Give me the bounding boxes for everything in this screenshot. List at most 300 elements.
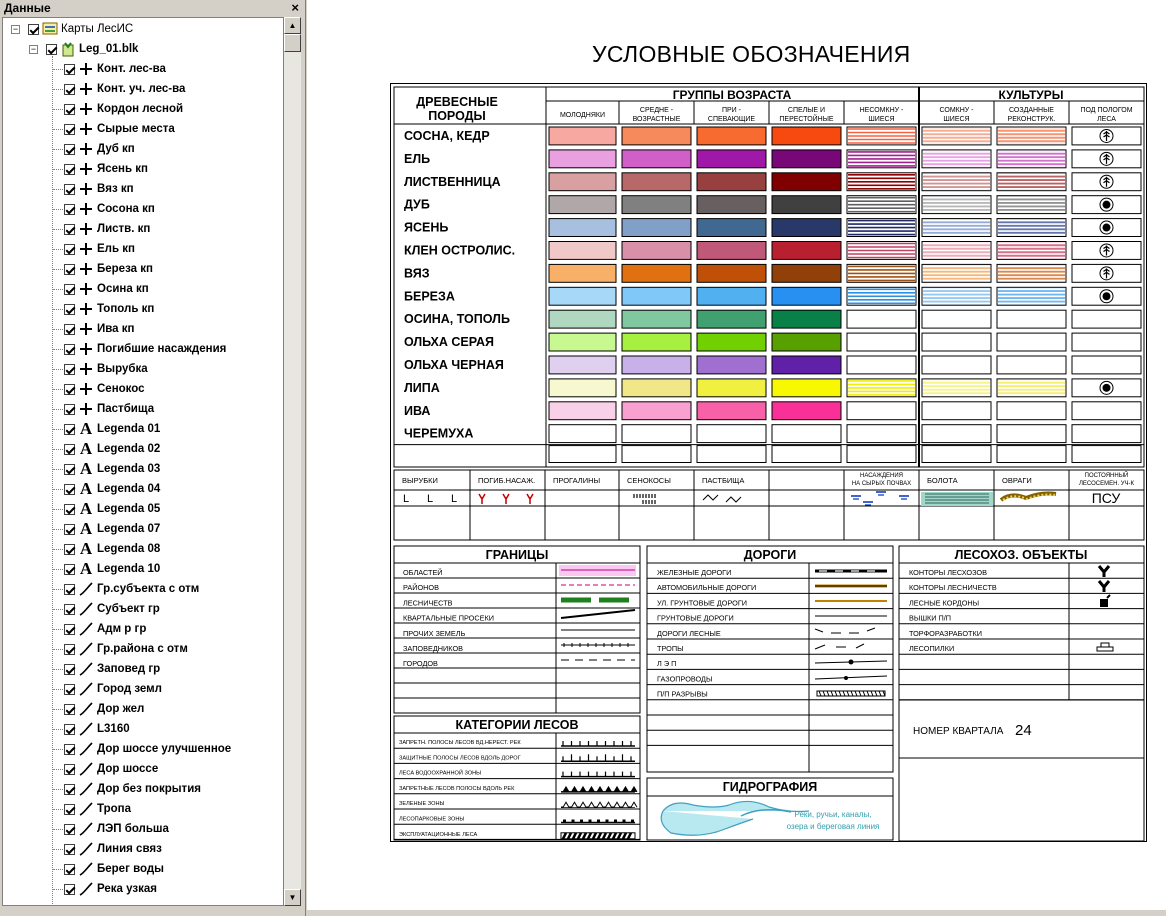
category-triangle-icon bbox=[623, 802, 629, 807]
category-triangle-icon bbox=[606, 802, 612, 807]
age-swatch bbox=[622, 127, 691, 145]
tree-item-label: Сырые места bbox=[97, 123, 175, 135]
visibility-checkbox[interactable] bbox=[64, 564, 75, 575]
age-swatch bbox=[622, 150, 691, 168]
tree-row[interactable] bbox=[3, 440, 283, 460]
age-swatch bbox=[697, 196, 766, 214]
close-icon[interactable]: × bbox=[291, 0, 299, 15]
age-swatch bbox=[622, 242, 691, 260]
age-col-label: СПЕВАЮЩИЕ bbox=[707, 116, 756, 123]
point-layer-icon bbox=[78, 181, 94, 197]
road-type-label: ДОРОГИ ЛЕСНЫЕ bbox=[657, 628, 721, 638]
tree-row[interactable] bbox=[3, 300, 283, 320]
tree-row[interactable] bbox=[3, 20, 283, 40]
species-name: ВЯЗ bbox=[404, 266, 430, 281]
species-name: ЛИСТВЕННИЦА bbox=[404, 174, 501, 189]
tree-item-label: Заповед гр bbox=[97, 663, 161, 675]
tree-item-label: Береза кп bbox=[97, 263, 153, 275]
visibility-checkbox[interactable] bbox=[64, 864, 75, 875]
culture-swatch bbox=[997, 425, 1066, 443]
visibility-checkbox[interactable] bbox=[64, 404, 75, 415]
tree-row[interactable] bbox=[3, 200, 283, 220]
visibility-checkbox[interactable] bbox=[64, 504, 75, 515]
visibility-checkbox[interactable] bbox=[64, 364, 75, 375]
visibility-checkbox[interactable] bbox=[64, 304, 75, 315]
tree-item-label: Конт. лес-ва bbox=[97, 63, 166, 75]
visibility-checkbox[interactable] bbox=[64, 644, 75, 655]
tree-row[interactable] bbox=[3, 840, 283, 860]
tree-row[interactable] bbox=[3, 160, 283, 180]
legend-graphic bbox=[391, 84, 1148, 843]
age-swatch bbox=[772, 242, 841, 260]
visibility-checkbox[interactable] bbox=[64, 544, 75, 555]
age-swatch bbox=[772, 264, 841, 282]
visibility-checkbox[interactable] bbox=[64, 64, 75, 75]
dead-stand-symbol-icon bbox=[527, 494, 533, 504]
line-layer-icon bbox=[78, 701, 94, 717]
visibility-checkbox[interactable] bbox=[64, 324, 75, 335]
category-triangle-icon bbox=[589, 787, 595, 792]
quarter-line bbox=[561, 610, 635, 618]
age-swatch bbox=[549, 287, 616, 305]
land-type-label: ПОГИБ.НАСАЖ. bbox=[478, 476, 536, 485]
culture-swatch bbox=[847, 402, 916, 420]
tree-row[interactable] bbox=[3, 380, 283, 400]
tree-item-label: Legenda 01 bbox=[97, 423, 161, 435]
category-triangle-icon bbox=[589, 802, 595, 807]
culture-col-label: СОМКНУ - bbox=[939, 107, 974, 114]
tree-item-label: Конт. уч. лес-ва bbox=[97, 83, 186, 95]
roads-title: ДОРОГИ bbox=[743, 548, 797, 562]
age-group-header: ГРУППЫ ВОЗРАСТА bbox=[672, 88, 792, 102]
age-swatch bbox=[772, 173, 841, 191]
category-triangle-icon bbox=[580, 787, 586, 792]
visibility-checkbox[interactable] bbox=[64, 224, 75, 235]
age-swatch bbox=[772, 356, 841, 374]
visibility-checkbox[interactable] bbox=[64, 684, 75, 695]
age-swatch bbox=[697, 264, 766, 282]
gas-node-icon bbox=[844, 676, 848, 680]
age-swatch bbox=[549, 242, 616, 260]
age-swatch bbox=[697, 219, 766, 237]
category-square-icon bbox=[623, 820, 626, 823]
category-triangle-icon bbox=[623, 787, 629, 792]
text-layer-icon: A bbox=[79, 419, 93, 438]
forest-category-label: ЗАЩИТНЫЕ ПОЛОСЫ ЛЕСОВ ВДОЛЬ ДОРОГ bbox=[399, 755, 521, 762]
visibility-checkbox[interactable] bbox=[64, 524, 75, 535]
land-type-label: НАСАЖДЕНИЯ bbox=[860, 473, 903, 479]
land-type-label: ПОСТОЯННЫЙ bbox=[1084, 473, 1129, 479]
border-type-label: ГОРОДОВ bbox=[403, 659, 438, 669]
text-layer-icon: A bbox=[79, 479, 93, 498]
road-type-label: ТРОПЫ bbox=[657, 644, 684, 653]
visibility-checkbox[interactable] bbox=[64, 204, 75, 215]
tree-row[interactable] bbox=[3, 360, 283, 380]
empty-swatch bbox=[997, 446, 1066, 463]
legend-title: УСЛОВНЫЕ ОБОЗНАЧЕНИЯ bbox=[592, 41, 911, 67]
tree-row[interactable] bbox=[3, 460, 283, 480]
tree-item-label: L3160 bbox=[97, 723, 130, 735]
age-swatch bbox=[772, 127, 841, 145]
scroll-thumb[interactable] bbox=[284, 34, 301, 52]
tree-row[interactable] bbox=[3, 180, 283, 200]
age-swatch bbox=[772, 287, 841, 305]
visibility-checkbox[interactable] bbox=[64, 124, 75, 135]
tree-item-label: Гр.субъекта с отм bbox=[97, 583, 200, 595]
tree-row[interactable] bbox=[3, 260, 283, 280]
clearcut-symbol-icon: L bbox=[451, 493, 458, 505]
species-name: БЕРЕЗА bbox=[404, 289, 455, 304]
category-triangle-icon bbox=[614, 787, 620, 792]
tree-row[interactable] bbox=[3, 320, 283, 340]
forestry-office-icon bbox=[1099, 581, 1109, 592]
visibility-checkbox[interactable] bbox=[64, 484, 75, 495]
tree-item-label: Город земл bbox=[97, 683, 162, 695]
culture-swatch bbox=[847, 425, 916, 443]
tree-row[interactable] bbox=[3, 480, 283, 500]
tree-row[interactable] bbox=[3, 420, 283, 440]
culture-swatch bbox=[1072, 402, 1141, 420]
point-layer-icon bbox=[78, 281, 94, 297]
age-swatch bbox=[549, 173, 616, 191]
visibility-checkbox[interactable] bbox=[64, 344, 75, 355]
tree-row[interactable] bbox=[3, 340, 283, 360]
tree-row[interactable] bbox=[3, 600, 283, 620]
visibility-checkbox[interactable] bbox=[28, 24, 39, 35]
collapse-icon[interactable]: − bbox=[12, 24, 19, 34]
ash-crown-icon bbox=[1103, 224, 1111, 232]
visibility-checkbox[interactable] bbox=[64, 824, 75, 835]
visibility-checkbox[interactable] bbox=[64, 724, 75, 735]
visibility-checkbox[interactable] bbox=[64, 424, 75, 435]
land-type-label: БОЛОТА bbox=[927, 476, 958, 485]
category-square-icon bbox=[614, 820, 617, 823]
culture-swatch bbox=[997, 402, 1066, 420]
collapse-icon[interactable]: − bbox=[30, 44, 37, 54]
text-layer-icon: A bbox=[79, 459, 93, 478]
tree-item-label: Ясень кп bbox=[97, 163, 148, 175]
tree-item-label: ЛЭП больша bbox=[97, 823, 169, 835]
age-swatch bbox=[622, 173, 691, 191]
tree-item-label: Река узкая bbox=[97, 883, 157, 895]
culture-swatch bbox=[1072, 310, 1141, 328]
category-triangle-icon bbox=[572, 787, 578, 792]
birch-crown-icon bbox=[1103, 292, 1111, 300]
visibility-checkbox[interactable] bbox=[64, 664, 75, 675]
point-layer-icon bbox=[78, 101, 94, 117]
clearcut-symbol-icon: L bbox=[403, 493, 410, 505]
age-col-label: МОЛОДНЯКИ bbox=[559, 112, 606, 119]
hydrography-note: озера и береговая линия bbox=[786, 822, 880, 831]
power-pole-icon bbox=[849, 660, 854, 665]
culture-col-label: ШИЕСЯ bbox=[868, 116, 895, 123]
category-triangle-icon bbox=[631, 787, 637, 792]
tree-row[interactable] bbox=[3, 500, 283, 520]
empty-swatch bbox=[847, 446, 916, 463]
cordon-icon bbox=[1101, 595, 1110, 606]
visibility-checkbox[interactable] bbox=[64, 744, 75, 755]
tree-row[interactable] bbox=[3, 740, 283, 760]
tree-item-label: Погибшие насаждения bbox=[97, 343, 227, 355]
visibility-checkbox[interactable] bbox=[64, 144, 75, 155]
tree-item-label: Legenda 10 bbox=[97, 563, 161, 575]
tree-item-label: Legenda 02 bbox=[97, 443, 161, 455]
age-swatch bbox=[697, 127, 766, 145]
category-square-icon bbox=[631, 820, 634, 823]
tree-row[interactable] bbox=[3, 680, 283, 700]
culture-col-label: НЕСОМКНУ - bbox=[859, 107, 904, 114]
empty-swatch bbox=[622, 446, 691, 463]
culture-swatch bbox=[997, 310, 1066, 328]
tree-row[interactable] bbox=[3, 220, 283, 240]
age-col-label: ПРИ - bbox=[721, 107, 742, 114]
tree-item-label: Гр.района с отм bbox=[97, 643, 188, 655]
visibility-checkbox[interactable] bbox=[64, 264, 75, 275]
age-swatch bbox=[549, 219, 616, 237]
culture-col-label: ПОД ПОЛОГОМ bbox=[1080, 107, 1133, 114]
tree-row[interactable] bbox=[3, 820, 283, 840]
forest-category-label: ЛЕСА ВОДООХРАННОЙ ЗОНЫ bbox=[399, 770, 482, 777]
point-layer-icon bbox=[78, 221, 94, 237]
visibility-checkbox[interactable] bbox=[64, 704, 75, 715]
culture-swatch bbox=[997, 356, 1066, 374]
category-triangle-icon bbox=[563, 787, 569, 792]
tree-item-label: Осина кп bbox=[97, 283, 149, 295]
age-swatch bbox=[697, 287, 766, 305]
road-type-label: Л Э П bbox=[657, 659, 677, 669]
culture-swatch bbox=[997, 333, 1066, 351]
point-layer-icon bbox=[78, 321, 94, 337]
tree-item-label: Вяз кп bbox=[97, 183, 134, 195]
tree-scrollbar[interactable] bbox=[284, 17, 301, 906]
tree-row[interactable] bbox=[3, 800, 283, 820]
tree-row[interactable] bbox=[3, 620, 283, 640]
canvas-bottom-border bbox=[307, 910, 1166, 916]
road-type-label: ЖЕЛЕЗНЫЕ ДОРОГИ bbox=[657, 568, 732, 577]
culture-swatch bbox=[922, 402, 991, 420]
border-type-label: ЗАПОВЕДНИКОВ bbox=[403, 644, 464, 653]
visibility-checkbox[interactable] bbox=[64, 624, 75, 635]
text-layer-icon: A bbox=[79, 559, 93, 578]
point-layer-icon bbox=[78, 141, 94, 157]
category-triangle-icon bbox=[597, 787, 603, 792]
tree-row[interactable] bbox=[3, 780, 283, 800]
scroll-down-icon[interactable]: ▼ bbox=[284, 889, 301, 906]
visibility-checkbox[interactable] bbox=[64, 164, 75, 175]
age-swatch bbox=[549, 196, 616, 214]
age-swatch bbox=[549, 264, 616, 282]
tree-row[interactable] bbox=[3, 400, 283, 420]
forest-category-label: ЭКСПЛУАТАЦИОННЫЕ ЛЕСА bbox=[399, 831, 478, 838]
seed-plot-label: ПСУ bbox=[1091, 490, 1121, 506]
tree-row[interactable] bbox=[3, 100, 283, 120]
species-name: ОСИНА, ТОПОЛЬ bbox=[404, 312, 510, 327]
point-layer-icon bbox=[78, 201, 94, 217]
species-name: ЧЕРЕМУХА bbox=[404, 426, 474, 441]
species-name: КЛЕН ОСТРОЛИС. bbox=[404, 243, 516, 258]
visibility-checkbox[interactable] bbox=[64, 784, 75, 795]
tree-row[interactable] bbox=[3, 580, 283, 600]
forest-category-label: ЗАПРЕТНЫЕ ЛЕСОВ ПОЛОСЫ ВДОЛЬ РЕК bbox=[399, 785, 515, 792]
visibility-checkbox[interactable] bbox=[64, 104, 75, 115]
legend-sheet bbox=[390, 83, 1147, 842]
text-layer-icon: A bbox=[79, 539, 93, 558]
line-layer-icon bbox=[78, 601, 94, 617]
age-swatch bbox=[622, 310, 691, 328]
line-layer-icon bbox=[78, 661, 94, 677]
age-col-label: СПЕЛЫЕ И bbox=[787, 107, 826, 114]
culture-col-label: РЕКОНСТРУК. bbox=[1007, 116, 1056, 123]
category-square-icon bbox=[572, 820, 575, 823]
peat-icon bbox=[1097, 643, 1113, 651]
tree-item-label: Leg_01.blk bbox=[79, 43, 139, 55]
culture-col-label: ШИЕСЯ bbox=[943, 116, 970, 123]
tree-item-label: Legenda 05 bbox=[97, 503, 161, 515]
tree-row[interactable] bbox=[3, 120, 283, 140]
visibility-checkbox[interactable] bbox=[46, 44, 57, 55]
object-type-label: ЛЕСНЫЕ КОРДОНЫ bbox=[909, 598, 980, 608]
tree-item-label: Дор шоссе улучшенное bbox=[97, 743, 232, 755]
line-layer-icon bbox=[78, 821, 94, 837]
tree-item-label: Адм р гр bbox=[97, 623, 147, 635]
line-layer-icon bbox=[78, 781, 94, 797]
road-type-label: АВТОМОБИЛЬНЫЕ ДОРОГИ bbox=[657, 583, 757, 593]
point-layer-icon bbox=[78, 341, 94, 357]
culture-swatch bbox=[1072, 356, 1141, 374]
visibility-checkbox[interactable] bbox=[64, 184, 75, 195]
categories-title: КАТЕГОРИИ ЛЕСОВ bbox=[455, 718, 579, 732]
scroll-up-icon[interactable]: ▲ bbox=[284, 17, 301, 34]
species-name: ЛИПА bbox=[404, 380, 440, 395]
visibility-checkbox[interactable] bbox=[64, 804, 75, 815]
visibility-checkbox[interactable] bbox=[64, 584, 75, 595]
visibility-checkbox[interactable] bbox=[64, 764, 75, 775]
visibility-checkbox[interactable] bbox=[64, 284, 75, 295]
species-header: ДРЕВЕСНЫЕ bbox=[416, 95, 498, 109]
age-swatch bbox=[697, 150, 766, 168]
culture-swatch bbox=[1072, 333, 1141, 351]
objects-title: ЛЕСОХОЗ. ОБЪЕКТЫ bbox=[954, 548, 1088, 562]
age-swatch bbox=[622, 402, 691, 420]
layer-tree[interactable] bbox=[2, 17, 284, 906]
tree-item-label: Карты ЛесИС bbox=[61, 23, 134, 35]
culture-swatch bbox=[922, 310, 991, 328]
line-layer-icon bbox=[78, 861, 94, 877]
empty-swatch bbox=[549, 446, 616, 463]
tree-row[interactable] bbox=[3, 700, 283, 720]
tree-item-label: Legenda 04 bbox=[97, 483, 161, 495]
age-swatch bbox=[772, 379, 841, 397]
tree-item-label: Legenda 03 bbox=[97, 463, 161, 475]
age-swatch bbox=[772, 402, 841, 420]
forest-category-label: ЗАПРЕТН. ПОЛОСЫ ЛЕСОВ ВД.НЕРЕСТ. РЕК bbox=[399, 740, 521, 746]
tree-row[interactable] bbox=[3, 660, 283, 680]
empty-swatch bbox=[772, 446, 841, 463]
tree-row[interactable] bbox=[3, 540, 283, 560]
map-folder-icon bbox=[42, 21, 58, 37]
line-layer-icon bbox=[78, 681, 94, 697]
tree-row[interactable] bbox=[3, 520, 283, 540]
age-col-label: СРЕДНЕ - bbox=[639, 107, 674, 114]
category-square-icon bbox=[606, 820, 609, 823]
visibility-checkbox[interactable] bbox=[64, 384, 75, 395]
point-layer-icon bbox=[78, 261, 94, 277]
line-layer-icon bbox=[78, 841, 94, 857]
point-layer-icon bbox=[78, 401, 94, 417]
age-swatch bbox=[549, 356, 616, 374]
cultures-header: КУЛЬТУРЫ bbox=[998, 88, 1064, 102]
object-type-label: ЛЕСОПИЛКИ bbox=[909, 644, 955, 653]
visibility-checkbox[interactable] bbox=[64, 844, 75, 855]
category-square-icon bbox=[597, 820, 600, 823]
panel-title-text: Данные bbox=[4, 1, 51, 15]
tree-row[interactable] bbox=[3, 60, 283, 80]
visibility-checkbox[interactable] bbox=[64, 84, 75, 95]
age-swatch bbox=[549, 310, 616, 328]
tree-item-label: Дор без покрытия bbox=[97, 783, 201, 795]
land-type-label: ВЫРУБКИ bbox=[402, 476, 438, 485]
line-layer-icon bbox=[78, 721, 94, 737]
category-triangle-icon bbox=[606, 787, 612, 792]
visibility-checkbox[interactable] bbox=[64, 884, 75, 895]
visibility-checkbox[interactable] bbox=[64, 444, 75, 455]
visibility-checkbox[interactable] bbox=[64, 604, 75, 615]
age-swatch bbox=[622, 219, 691, 237]
category-triangle-icon bbox=[614, 802, 620, 807]
tree-row[interactable] bbox=[3, 880, 283, 900]
border-type-label: ОБЛАСТЕЙ bbox=[403, 568, 443, 577]
species-name: ЕЛЬ bbox=[404, 151, 431, 166]
species-name: ЯСЕНЬ bbox=[404, 220, 449, 235]
tree-row[interactable] bbox=[3, 280, 283, 300]
land-type-label: ЛЕСОСЕМЕН. УЧ-К bbox=[1078, 481, 1135, 487]
text-layer-icon: A bbox=[79, 519, 93, 538]
point-layer-icon bbox=[78, 361, 94, 377]
category-triangle-icon bbox=[580, 802, 586, 807]
quarter-number: 24 bbox=[1015, 722, 1032, 739]
road-type-label: ГАЗОПРОВОДЫ bbox=[657, 674, 713, 684]
object-type-label: КОНТОРЫ ЛЕСНИЧЕСТВ bbox=[909, 583, 997, 593]
oak-crown-icon bbox=[1103, 201, 1111, 209]
tree-row[interactable] bbox=[3, 760, 283, 780]
trail-line bbox=[815, 644, 864, 649]
linden-crown-icon bbox=[1103, 384, 1111, 392]
dead-stand-symbol-icon bbox=[479, 494, 485, 504]
tree-item-label: Тополь кп bbox=[97, 303, 155, 315]
layer-file-icon bbox=[60, 41, 76, 57]
age-swatch bbox=[772, 425, 841, 443]
tree-row[interactable] bbox=[3, 560, 283, 580]
age-swatch bbox=[622, 264, 691, 282]
visibility-checkbox[interactable] bbox=[64, 464, 75, 475]
age-swatch bbox=[697, 310, 766, 328]
tree-row[interactable] bbox=[3, 80, 283, 100]
tree-row[interactable] bbox=[3, 240, 283, 260]
tree-row[interactable] bbox=[3, 640, 283, 660]
age-swatch bbox=[772, 150, 841, 168]
panel-title bbox=[0, 0, 306, 16]
tree-row[interactable] bbox=[3, 720, 283, 740]
tree-row[interactable] bbox=[3, 40, 283, 60]
category-triangle-icon bbox=[597, 802, 603, 807]
tree-row[interactable] bbox=[3, 860, 283, 880]
age-swatch bbox=[772, 333, 841, 351]
tree-row[interactable] bbox=[3, 140, 283, 160]
age-swatch bbox=[697, 402, 766, 420]
hydrography-note: Реки, ручьи, каналы, bbox=[794, 810, 872, 819]
visibility-checkbox[interactable] bbox=[64, 244, 75, 255]
age-col-label: ВОЗРАСТНЫЕ bbox=[632, 116, 681, 123]
